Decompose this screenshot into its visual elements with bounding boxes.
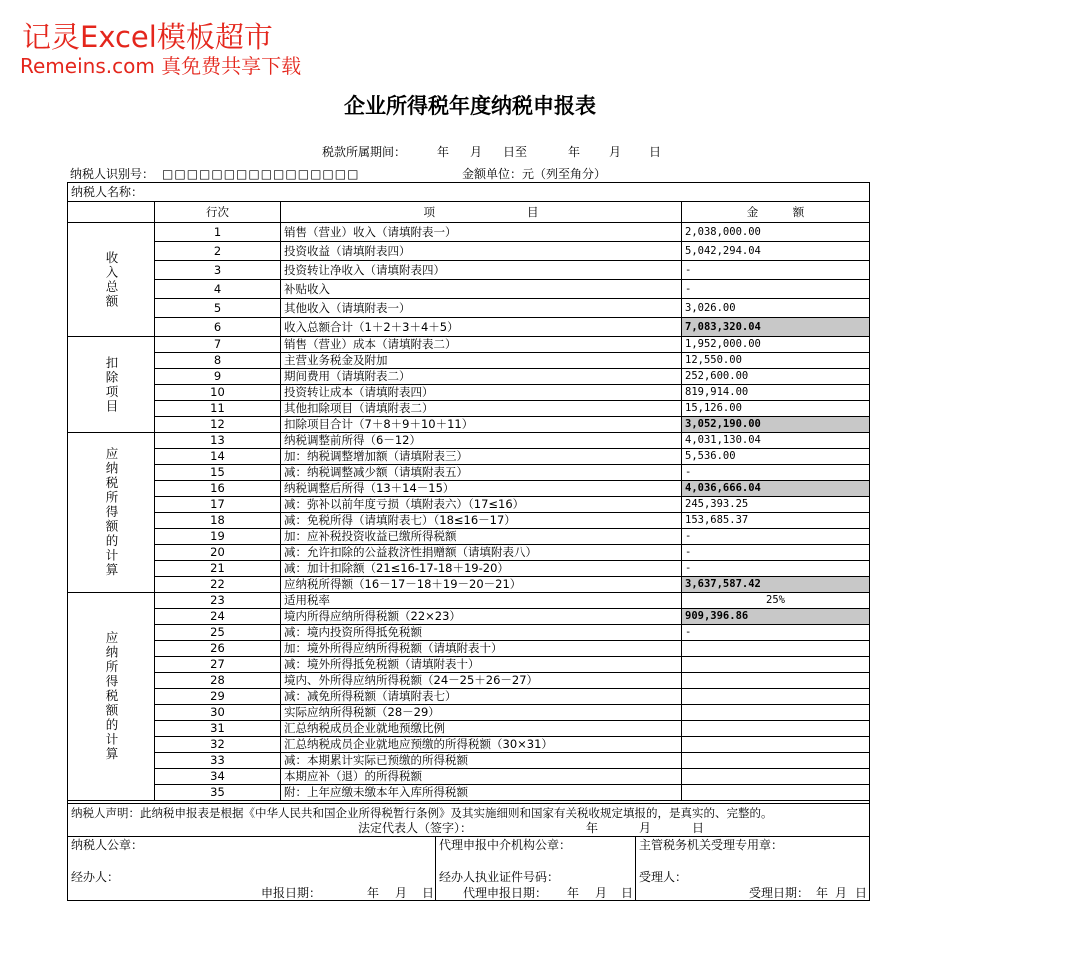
row-item: 实际应纳所得税额（28－29） — [280, 705, 681, 720]
table-row — [154, 721, 869, 737]
row-amount[interactable]: 15,126.00 — [681, 401, 869, 416]
row-number: 25 — [154, 625, 280, 640]
form-title: 企业所得税年度纳税申报表 — [344, 93, 596, 118]
taxpayer-name-row — [68, 183, 869, 202]
table-row — [154, 280, 869, 299]
row-item: 应纳税所得额（16－17－18＋19－20－21） — [280, 577, 681, 592]
table-header-row — [68, 202, 869, 223]
row-item: 减：免税所得（请填附表七）（18≤16－17） — [280, 513, 681, 528]
row-number: 9 — [154, 369, 280, 384]
row-number: 34 — [154, 769, 280, 784]
divider — [435, 836, 436, 901]
row-item: 销售（营业）成本（请填附表二） — [280, 337, 681, 352]
row-amount[interactable]: - — [681, 545, 869, 560]
row-number: 5 — [154, 299, 280, 317]
row-item: 境内、外所得应纳所得税额（24－25＋26－27） — [280, 673, 681, 688]
declaration-year: 年 — [586, 821, 599, 835]
row-amount[interactable]: - — [681, 465, 869, 480]
table-row — [154, 577, 869, 593]
table-row — [154, 657, 869, 673]
tax-return-table — [67, 182, 870, 804]
row-item: 汇总纳税成员企业就地预缴比例 — [280, 721, 681, 736]
agent-date-label: 代理申报日期： — [463, 886, 548, 900]
table-row — [154, 299, 869, 318]
row-item: 补贴收入 — [280, 280, 681, 298]
period-month-1: 月 — [470, 145, 483, 159]
agent-seal-label: 代理申报中介机构公章： — [439, 838, 572, 852]
table-row — [154, 497, 869, 513]
file-date-label: 申报日期： — [261, 886, 322, 900]
row-number: 8 — [154, 353, 280, 368]
declaration-month: 月 — [639, 821, 652, 835]
row-item: 减：弥补以前年度亏损（填附表六）（17≤16） — [280, 497, 681, 512]
table-row — [154, 785, 869, 801]
table-row — [154, 769, 869, 785]
row-number: 30 — [154, 705, 280, 720]
row-amount[interactable]: 7,083,320.04 — [681, 318, 869, 336]
row-number: 14 — [154, 449, 280, 464]
table-row — [154, 261, 869, 280]
row-number: 26 — [154, 641, 280, 656]
row-number: 7 — [154, 337, 280, 352]
receiver-label: 受理人： — [639, 870, 688, 884]
amount-unit: 金额单位：元（列至角分） — [462, 167, 607, 181]
row-item: 汇总纳税成员企业就地应预缴的所得税额（30×31） — [280, 737, 681, 752]
row-item: 减：减免所得税额（请填附表七） — [280, 689, 681, 704]
row-item: 收入总额合计（1＋2＋3＋4＋5） — [280, 318, 681, 336]
row-amount[interactable]: 2,038,000.00 — [681, 223, 869, 241]
table-row — [154, 385, 869, 401]
row-item: 加：纳税调整增加额（请填附表三） — [280, 449, 681, 464]
period-label: 税款所属期间： — [322, 145, 407, 159]
row-amount[interactable] — [681, 721, 869, 736]
row-item: 减：境外所得抵免税额（请填附表十） — [280, 657, 681, 672]
row-amount[interactable] — [681, 769, 869, 784]
row-number: 16 — [154, 481, 280, 496]
row-amount[interactable]: - — [681, 261, 869, 279]
row-amount[interactable]: 4,036,666.04 — [681, 481, 869, 496]
divider — [635, 836, 636, 901]
table-row — [154, 705, 869, 721]
header-amount: 金 额 — [681, 202, 869, 222]
row-amount[interactable]: 12,550.00 — [681, 353, 869, 368]
row-amount[interactable]: 252,600.00 — [681, 369, 869, 384]
row-amount[interactable] — [681, 673, 869, 688]
header-item: 项 目 — [280, 202, 681, 222]
row-number: 27 — [154, 657, 280, 672]
row-number: 3 — [154, 261, 280, 279]
table-row — [154, 223, 869, 242]
row-amount[interactable] — [681, 785, 869, 800]
row-item: 投资转让净收入（请填附表四） — [280, 261, 681, 279]
table-row — [154, 689, 869, 705]
row-item: 投资收益（请填附表四） — [280, 242, 681, 260]
file-date-year: 年 — [367, 886, 380, 900]
section-label — [68, 433, 154, 593]
row-number: 33 — [154, 753, 280, 768]
table-row — [154, 545, 869, 561]
row-item: 减：纳税调整减少额（请填附表五） — [280, 465, 681, 480]
agent-date-year: 年 — [567, 886, 580, 900]
row-number: 1 — [154, 223, 280, 241]
table-row — [154, 641, 869, 657]
taxpayer-name-label: 纳税人名称： — [71, 185, 144, 199]
section-label — [68, 223, 154, 337]
row-item: 纳税调整后所得（13＋14－15） — [280, 481, 681, 496]
row-amount[interactable]: - — [681, 625, 869, 640]
table-row — [154, 609, 869, 625]
row-amount[interactable] — [681, 657, 869, 672]
table-row — [154, 353, 869, 369]
row-number: 22 — [154, 577, 280, 592]
table-row — [154, 529, 869, 545]
file-date-day: 日 — [422, 886, 435, 900]
row-amount[interactable]: 3,637,587.42 — [681, 577, 869, 592]
row-item: 加：境外所得应纳所得税额（请填附表十） — [280, 641, 681, 656]
row-item: 附：上年应缴未缴本年入库所得税额 — [280, 785, 681, 800]
row-amount[interactable]: 1,952,000.00 — [681, 337, 869, 352]
table-row — [154, 337, 869, 353]
handler-label: 经办人： — [71, 870, 120, 884]
table-row — [154, 593, 869, 609]
row-item: 境内所得应纳所得税额（22×23） — [280, 609, 681, 624]
table-row — [154, 242, 869, 261]
table-row — [154, 449, 869, 465]
row-item: 减：境内投资所得抵免税额 — [280, 625, 681, 640]
file-date-month: 月 — [395, 886, 408, 900]
accept-date-year: 年 — [816, 886, 829, 900]
row-number: 10 — [154, 385, 280, 400]
row-item: 减：加计扣除额（21≤16-17-18＋19-20） — [280, 561, 681, 576]
row-amount[interactable]: 5,536.00 — [681, 449, 869, 464]
taxpayer-id-boxes[interactable]: □□□□□□□□□□□□□□□□ — [162, 167, 360, 181]
table-row — [154, 625, 869, 641]
row-number: 23 — [154, 593, 280, 608]
row-item: 其他扣除项目（请填附表二） — [280, 401, 681, 416]
table-row — [154, 465, 869, 481]
row-amount[interactable]: 909,396.86 — [681, 609, 869, 624]
section-label — [68, 593, 154, 801]
agent-date-day: 日 — [621, 886, 634, 900]
row-amount[interactable]: 819,914.00 — [681, 385, 869, 400]
row-number: 31 — [154, 721, 280, 736]
section-label-text: 应纳所得税额的计算 — [104, 631, 119, 762]
watermark-title: 记灵Excel模板超市 — [22, 20, 273, 54]
row-item: 纳税调整前所得（6－12） — [280, 433, 681, 448]
tax-office-seal-label: 主管税务机关受理专用章： — [639, 838, 784, 852]
row-amount[interactable]: 3,026.00 — [681, 299, 869, 317]
period-day-2: 日 — [649, 145, 662, 159]
row-number: 18 — [154, 513, 280, 528]
row-item: 期间费用（请填附表二） — [280, 369, 681, 384]
section-label — [68, 337, 154, 433]
row-amount[interactable]: - — [681, 280, 869, 298]
row-item: 扣除项目合计（7＋8＋9＋10＋11） — [280, 417, 681, 432]
row-item: 减：本期累计实际已预缴的所得税额 — [280, 753, 681, 768]
row-amount[interactable]: 153,685.37 — [681, 513, 869, 528]
table-row — [154, 753, 869, 769]
row-item: 加：应补税投资收益已缴所得税额 — [280, 529, 681, 544]
row-number: 12 — [154, 417, 280, 432]
row-amount[interactable] — [681, 753, 869, 768]
row-number: 19 — [154, 529, 280, 544]
declaration-day: 日 — [692, 821, 705, 835]
row-amount[interactable] — [681, 737, 869, 752]
row-amount[interactable] — [681, 689, 869, 704]
row-number: 21 — [154, 561, 280, 576]
row-item: 销售（营业）收入（请填附表一） — [280, 223, 681, 241]
agent-date-month: 月 — [595, 886, 608, 900]
table-row — [154, 401, 869, 417]
row-amount[interactable] — [681, 705, 869, 720]
row-number: 24 — [154, 609, 280, 624]
row-amount[interactable]: 3,052,190.00 — [681, 417, 869, 432]
row-number: 35 — [154, 785, 280, 800]
row-item: 适用税率 — [280, 593, 681, 608]
row-item: 减：允许扣除的公益救济性捐赠额（请填附表八） — [280, 545, 681, 560]
row-item: 投资转让成本（请填附表四） — [280, 385, 681, 400]
row-number: 17 — [154, 497, 280, 512]
watermark-subtitle: Remeins.com 真免费共享下载 — [20, 54, 302, 78]
taxpayer-id — [70, 166, 359, 182]
row-number: 4 — [154, 280, 280, 298]
row-item: 其他收入（请填附表一） — [280, 299, 681, 317]
period-year-2: 年 — [568, 145, 581, 159]
row-number: 29 — [154, 689, 280, 704]
table-row — [154, 433, 869, 449]
period-day-1: 日至 — [503, 145, 528, 159]
table-row — [154, 318, 869, 337]
row-amount[interactable]: 25% — [681, 593, 869, 608]
declaration-area — [67, 803, 870, 901]
period-month-2: 月 — [609, 145, 622, 159]
table-row — [154, 561, 869, 577]
row-item: 主营业务税金及附加 — [280, 353, 681, 368]
declaration-text: 纳税人声明：此纳税申报表是根据《中华人民共和国企业所得税暂行条例》及其实施细则和国家有关税收规定填报的，是真实的、完整的。 — [71, 806, 773, 820]
accept-date-label: 受理日期： — [749, 886, 810, 900]
row-number: 32 — [154, 737, 280, 752]
row-number: 20 — [154, 545, 280, 560]
row-amount[interactable]: 4,031,130.04 — [681, 433, 869, 448]
row-number: 6 — [154, 318, 280, 336]
accept-date-month: 月 — [835, 886, 848, 900]
table-row — [154, 481, 869, 497]
table-row — [154, 369, 869, 385]
row-item: 本期应补（退）的所得税额 — [280, 769, 681, 784]
section-label-text: 应纳税所得额的计算 — [104, 447, 119, 578]
section-label-text: 收入总额 — [104, 250, 119, 309]
accept-date-day: 日 — [855, 886, 868, 900]
taxpayer-seal-label: 纳税人公章： — [71, 838, 144, 852]
row-number: 28 — [154, 673, 280, 688]
section-label-text: 扣除项目 — [104, 355, 119, 414]
table-row — [154, 513, 869, 529]
table-row — [154, 673, 869, 689]
row-amount[interactable]: - — [681, 561, 869, 576]
agent-cert-label: 经办人执业证件号码： — [439, 870, 560, 884]
row-number: 11 — [154, 401, 280, 416]
row-amount[interactable] — [681, 641, 869, 656]
header-row-no: 行次 — [154, 202, 280, 222]
table-row — [154, 417, 869, 433]
table-row — [154, 737, 869, 753]
period-year-1: 年 — [437, 145, 450, 159]
row-amount[interactable]: 245,393.25 — [681, 497, 869, 512]
row-number: 15 — [154, 465, 280, 480]
row-amount[interactable]: 5,042,294.04 — [681, 242, 869, 260]
row-number: 2 — [154, 242, 280, 260]
taxpayer-id-label: 纳税人识别号： — [70, 167, 155, 181]
row-amount[interactable]: - — [681, 529, 869, 544]
row-number: 13 — [154, 433, 280, 448]
legal-rep-label: 法定代表人（签字）： — [358, 821, 473, 835]
